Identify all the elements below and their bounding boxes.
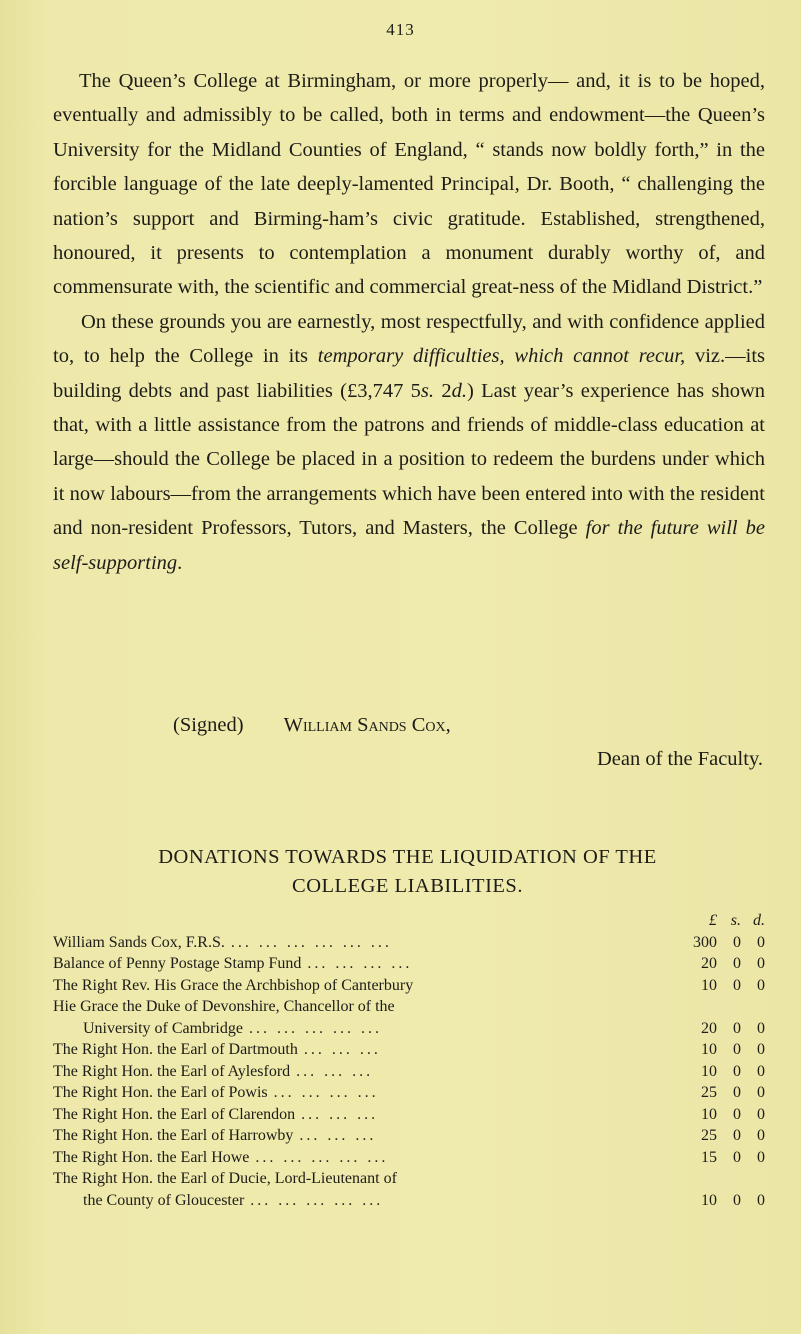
shillings-value: 0	[733, 1127, 741, 1144]
donor-name: The Right Hon. the Earl of Harrowby ... ... ...	[53, 1127, 377, 1144]
signed-label: (Signed)	[173, 714, 244, 736]
pence-value: 0	[757, 1019, 765, 1037]
paragraph-2: On these grounds you are earnestly, most respectfully, and with confidence applied to, to help the College in its temporary difficulties, which cannot recur, viz.—its building debts and past liabilities (£3,747 5s. 2d.) Last year’s experience has shown that, with a little assistance from the patrons and friends of middle-class education at large—should the College be placed in a position to redeem the burdens under which it now labours—from the arrangements which have been entered into with the resident and non-resident Professors, Tutors, and Masters, the College for the future will be self-supporting.	[53, 310, 765, 574]
shillings-value: 0	[733, 1019, 741, 1037]
shillings-value: 0	[733, 933, 741, 951]
body-text	[53, 64, 765, 580]
table-row	[53, 1104, 765, 1126]
leader-dots: ... ... ...	[301, 1105, 379, 1123]
shillings-unit: s.	[730, 912, 741, 929]
pence-value: 0	[757, 1191, 765, 1209]
pounds-unit: £	[709, 912, 717, 929]
pounds-value: 10	[701, 1105, 717, 1123]
donor-name: Balance of Penny Postage Stamp Fund ... ... ... ...	[53, 955, 413, 972]
shillings-value: 0	[733, 1105, 741, 1123]
pence-value: 0	[757, 1041, 765, 1058]
table-row	[53, 1039, 765, 1061]
shillings-value: 0	[733, 1062, 741, 1080]
pounds-value: 10	[701, 1062, 717, 1080]
pence-value: 0	[757, 933, 765, 951]
leader-dots: ... ... ...	[296, 1062, 374, 1080]
shillings-value: 0	[733, 1041, 741, 1058]
heading-line-1: DONATIONS TOWARDS THE LIQUIDATION OF THE	[158, 846, 657, 868]
leader-dots: ... ... ... ... ...	[248, 1019, 382, 1037]
table-row	[53, 1147, 765, 1169]
shillings-value: 0	[733, 955, 741, 972]
table-row	[53, 975, 765, 997]
pounds-value: 10	[701, 976, 717, 994]
pence-value: 0	[757, 976, 765, 994]
pence-value: 0	[757, 1127, 765, 1144]
page-number: 413	[386, 20, 415, 39]
donor-name: The Right Rev. His Grace the Archbishop of Canterbury	[53, 976, 414, 994]
pounds-value: 25	[701, 1127, 717, 1144]
donor-name: William Sands Cox, F.R.S. ... ... ... ... ... ...	[53, 933, 392, 951]
pounds-value: 300	[693, 933, 717, 951]
table-row	[53, 1061, 765, 1083]
signed-line	[53, 708, 765, 742]
pence-value: 0	[757, 1084, 765, 1101]
pounds-value: 15	[701, 1148, 717, 1166]
signature-block	[53, 708, 765, 776]
table-row	[53, 1190, 765, 1212]
units-header-row	[53, 910, 765, 932]
heading-line-2: COLLEGE LIABILITIES.	[292, 875, 523, 897]
donor-name: The Right Hon. the Earl of Powis ... ... ... ...	[53, 1084, 379, 1101]
pounds-value: 10	[701, 1041, 717, 1058]
donations-table	[53, 910, 765, 1211]
leader-dots: ... ... ... ... ... ...	[230, 933, 392, 951]
donor-name: the County of Gloucester ... ... ... ... ...	[83, 1191, 384, 1209]
donation-rows	[53, 932, 765, 1212]
leader-dots: ... ... ... ...	[273, 1084, 379, 1101]
pounds-value: 20	[701, 1019, 717, 1037]
signatory-title: Dean of the Faculty.	[596, 748, 763, 770]
donations-heading	[40, 843, 775, 901]
pence-value: 0	[757, 1148, 765, 1166]
shillings-value: 0	[733, 976, 741, 994]
table-row	[53, 1125, 765, 1147]
leader-dots: ... ... ... ...	[307, 955, 413, 972]
donor-name: The Right Hon. the Earl Howe ... ... ... ... ...	[53, 1148, 389, 1166]
signatory-name: William Sands Cox,	[283, 714, 451, 736]
pounds-value: 10	[701, 1191, 717, 1209]
leader-dots: ... ... ... ... ...	[255, 1148, 389, 1166]
table-row	[53, 953, 765, 975]
donor-name: The Right Hon. the Earl of Ducie, Lord-Lieutenant of	[53, 1170, 397, 1187]
pence-value: 0	[757, 1062, 765, 1080]
leader-dots: ... ... ...	[299, 1127, 377, 1144]
donor-name: The Right Hon. the Earl of Aylesford ... ... ...	[53, 1062, 374, 1080]
shillings-value: 0	[733, 1191, 741, 1209]
table-row	[53, 932, 765, 954]
table-row	[53, 1168, 765, 1190]
shillings-value: 0	[733, 1148, 741, 1166]
pence-value: 0	[757, 955, 765, 972]
leader-dots: ... ... ... ... ...	[250, 1191, 384, 1209]
shillings-value: 0	[733, 1084, 741, 1101]
paragraph-1: The Queen’s College at Birmingham, or more properly— and, it is to be hoped, eventually and admissibly to be called, both in terms and endowment—the Queen’s University for the Midland Counties of England, “ stands now boldly forth,” in the forcible language of the late deeply-lamented Principal, Dr. Booth, “ challenging the nation’s support and Birming-ham’s civic gratitude. Established, strengthened, honoured, it presents to contemplation a monument durably worthy of, and commensurate with, the scientific and commercial great-ness of the Midland District.”	[53, 70, 765, 299]
donor-name: University of Cambridge ... ... ... ... ...	[83, 1019, 382, 1037]
pounds-value: 20	[701, 955, 717, 972]
pence-unit: d.	[753, 912, 765, 929]
donor-name: The Right Hon. the Earl of Dartmouth ... ... ...	[53, 1041, 381, 1058]
pence-value: 0	[757, 1105, 765, 1123]
donor-name: The Right Hon. the Earl of Clarendon ... ... ...	[53, 1105, 379, 1123]
table-row	[53, 996, 765, 1018]
pounds-value: 25	[701, 1084, 717, 1101]
table-row	[53, 1082, 765, 1104]
donor-name: Hie Grace the Duke of Devonshire, Chancellor of the	[53, 998, 395, 1015]
leader-dots: ... ... ...	[303, 1041, 381, 1058]
table-row	[53, 1018, 765, 1040]
